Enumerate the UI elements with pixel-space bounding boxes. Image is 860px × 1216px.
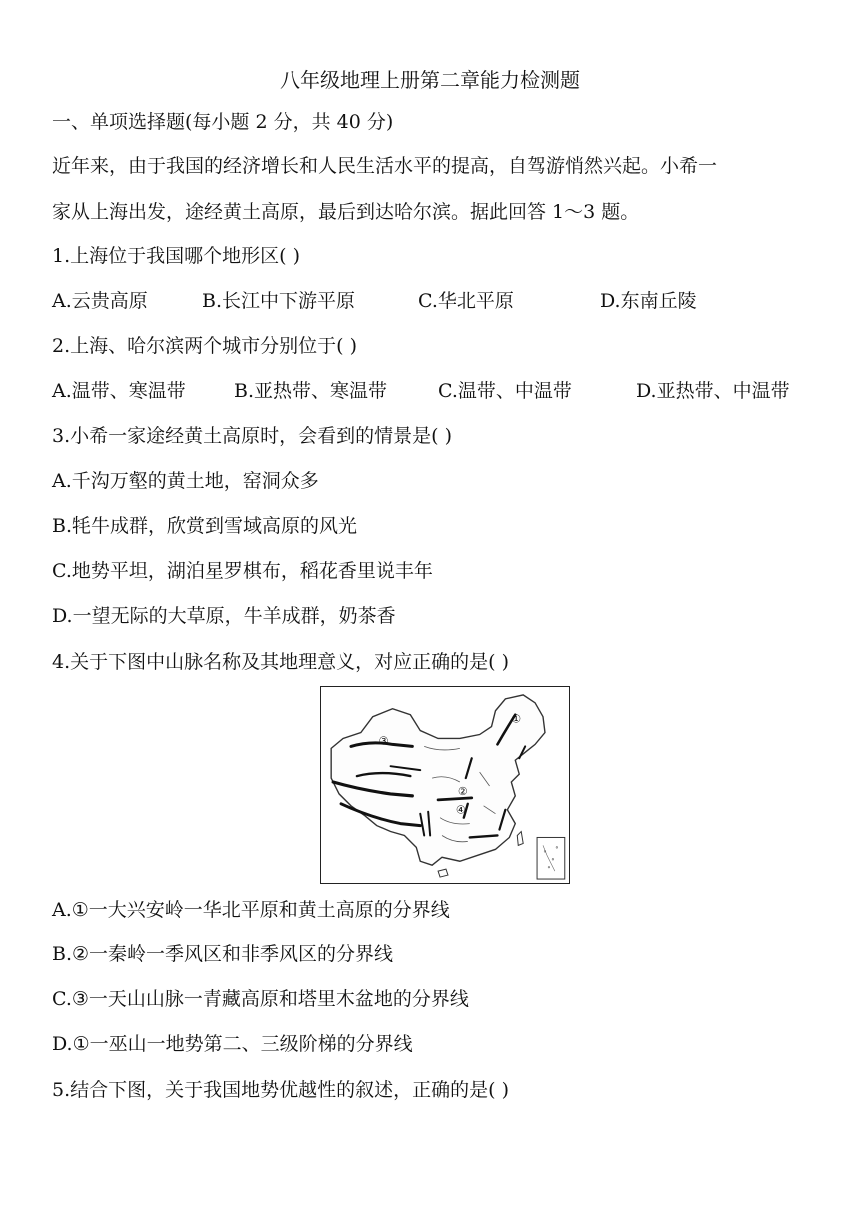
map-label-2: ②: [457, 784, 468, 798]
section-heading: 一、单项选择题(每小题 2 分，共 40 分): [52, 111, 394, 133]
q1-option-b[interactable]: B.长江中下游平原: [202, 290, 356, 312]
q4-option-c[interactable]: C.③一天山山脉一青藏高原和塔里木盆地的分界线: [52, 988, 469, 1010]
question-2-stem: 2.上海、哈尔滨两个城市分别位于( ): [52, 335, 357, 357]
map-label-4: ④: [455, 803, 466, 817]
question-1-stem: 1.上海位于我国哪个地形区( ): [52, 245, 300, 267]
map-label-1: ①: [511, 712, 522, 726]
q3-option-b[interactable]: B.牦牛成群，欣赏到雪域高原的风光: [52, 515, 358, 537]
q1-option-a[interactable]: A.云贵高原: [52, 290, 148, 312]
q2-option-b[interactable]: B.亚热带、寒温带: [234, 380, 388, 402]
map-label-3: ③: [378, 734, 389, 748]
china-mountains-map: [320, 686, 570, 884]
q4-option-a[interactable]: A.①一大兴安岭一华北平原和黄土高原的分界线: [52, 899, 450, 921]
q2-option-d[interactable]: D.亚热带、中温带: [636, 380, 790, 402]
intro-text-line-1: 近年来，由于我国的经济增长和人民生活水平的提高，自驾游悄然兴起。小希一: [52, 155, 718, 177]
q3-option-a[interactable]: A.千沟万壑的黄土地，窑洞众多: [52, 470, 319, 492]
q4-option-b[interactable]: B.②一秦岭一季风区和非季风区的分界线: [52, 943, 394, 965]
taiwan-island: [517, 832, 523, 846]
page-title: 八年级地理上册第二章能力检测题: [280, 68, 580, 92]
south-china-sea-inset: [537, 837, 565, 879]
question-4-stem: 4.关于下图中山脉名称及其地理意义，对应正确的是( ): [52, 651, 509, 673]
q2-option-c[interactable]: C.温带、中温带: [438, 380, 572, 402]
question-5-stem: 5.结合下图，关于我国地势优越性的叙述，正确的是( ): [52, 1079, 509, 1101]
intro-text-line-2: 家从上海出发，途经黄土高原，最后到达哈尔滨。据此回答 1～3 题。: [52, 201, 640, 223]
q3-option-d[interactable]: D.一望无际的大草原，牛羊成群，奶茶香: [52, 605, 396, 627]
q4-option-d[interactable]: D.①一巫山一地势第二、三级阶梯的分界线: [52, 1033, 413, 1055]
question-3-stem: 3.小希一家途经黄土高原时，会看到的情景是( ): [52, 425, 452, 447]
q3-option-c[interactable]: C.地势平坦，湖泊星罗棋布，稻花香里说丰年: [52, 560, 433, 582]
q1-option-c[interactable]: C.华北平原: [418, 290, 514, 312]
hainan-island: [438, 869, 448, 877]
q1-option-d[interactable]: D.东南丘陵: [600, 290, 697, 312]
q2-option-a[interactable]: A.温带、寒温带: [52, 380, 186, 402]
